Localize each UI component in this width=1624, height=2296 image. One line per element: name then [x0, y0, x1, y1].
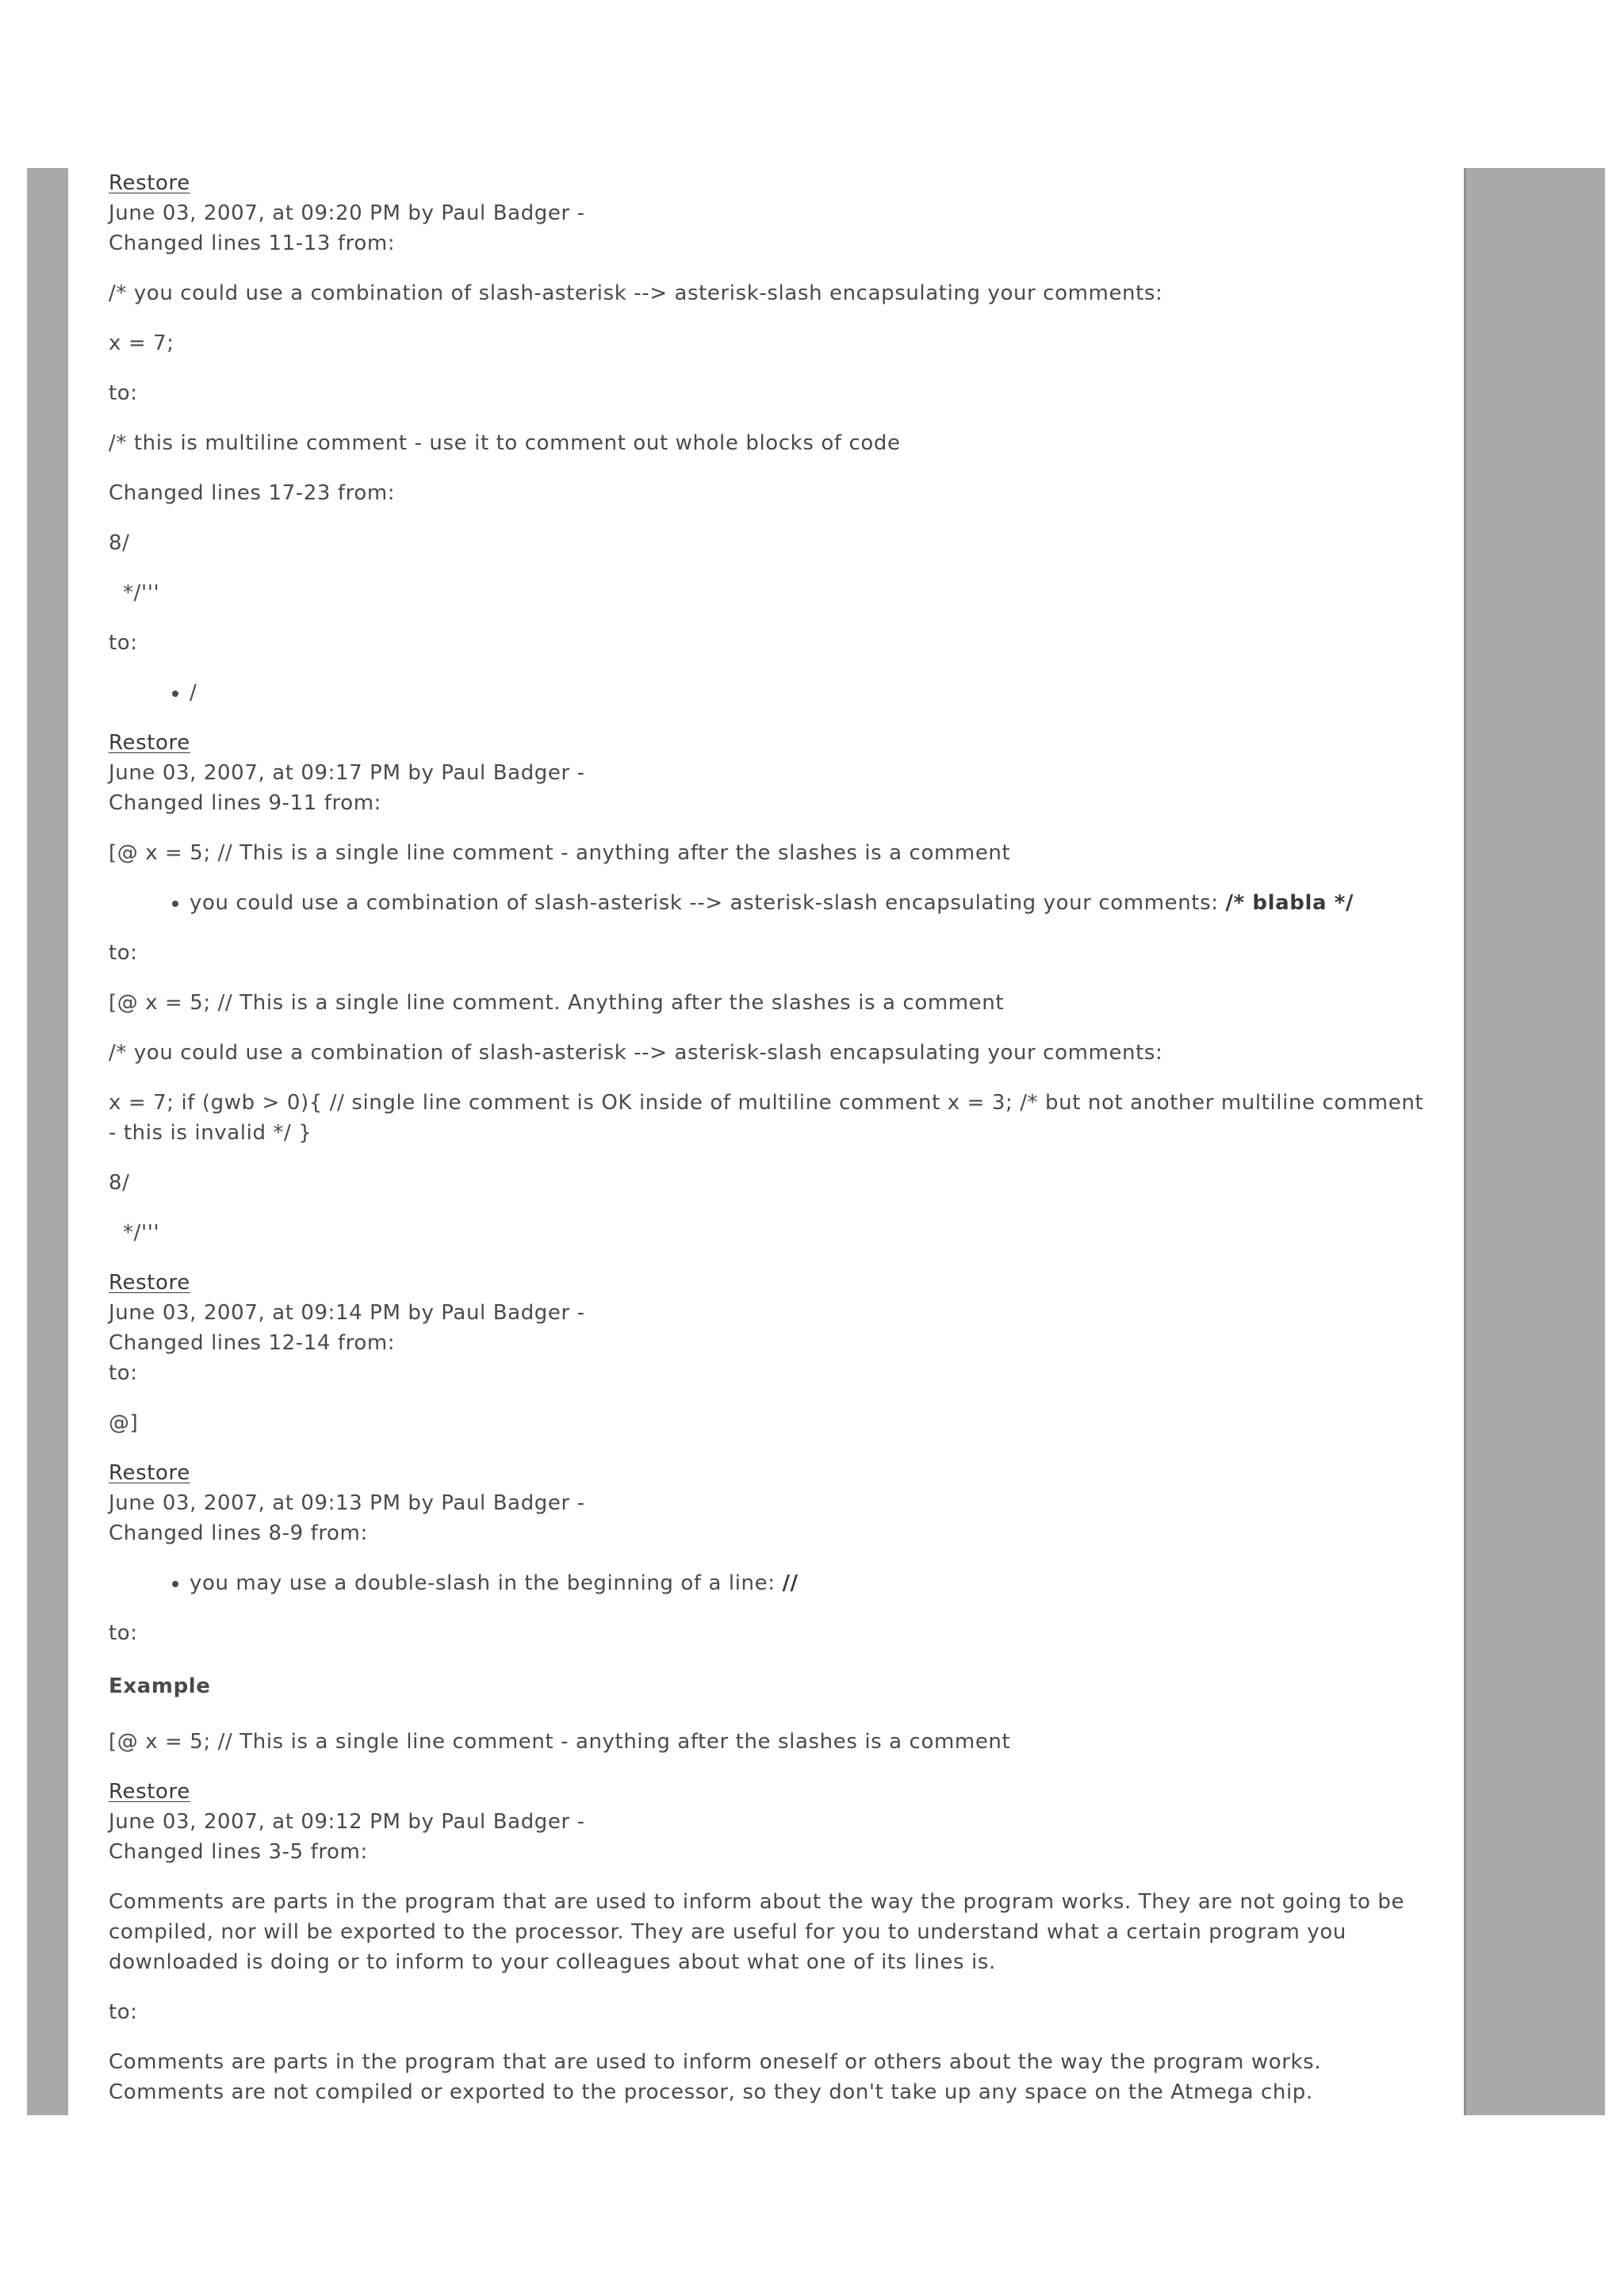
diff-line: [@ x = 5; // This is a single line comment. Anything after the slashes is a comment — [109, 991, 1005, 1015]
change-summary: Changed lines 12-14 from: — [109, 1331, 396, 1355]
diff-line: 8/ — [109, 531, 130, 555]
to-label: to: — [109, 1621, 138, 1645]
diff-line: x = 7; if (gwb > 0){ // single line comment is OK inside of multiline comment x = 3; /* but not another multiline comment - this is invalid */ } — [109, 1091, 1431, 1145]
change-summary: Changed lines 3-5 from: — [109, 1840, 368, 1864]
restore-link[interactable]: Restore — [109, 731, 190, 755]
to-label: to: — [109, 1361, 138, 1385]
change-summary: Changed lines 17-23 from: — [109, 481, 396, 505]
revision-meta: June 03, 2007, at 09:12 PM by Paul Badger - — [109, 1810, 585, 1834]
list-item — [190, 1568, 1425, 1598]
restore-link[interactable]: Restore — [109, 171, 190, 195]
diff-line: [@ x = 5; // This is a single line comment - anything after the slashes is a comment — [109, 1730, 1011, 1754]
restore-link[interactable]: Restore — [109, 1271, 190, 1295]
revision-meta: June 03, 2007, at 09:14 PM by Paul Badger - — [109, 1301, 585, 1325]
revision-entry — [109, 1268, 1425, 1438]
diff-paragraph: Comments are parts in the program that are used to inform oneself or others about the way the program works. Comments are not compiled or exported to the processor, so they don't take up any space on the Atmega chip. — [109, 2050, 1329, 2104]
revision-entry — [109, 1458, 1425, 1757]
diff-line: x = 7; — [109, 331, 174, 355]
revision-entry — [109, 1777, 1425, 2107]
list-item-text: you may use a double-slash in the beginning of a line: — [190, 1571, 783, 1595]
diff-line: 8/ — [109, 1171, 130, 1195]
diff-line: /* you could use a combination of slash-asterisk --> asterisk-slash encapsulating your comments: — [109, 1041, 1163, 1065]
to-label: to: — [109, 2000, 138, 2024]
revision-meta: June 03, 2007, at 09:13 PM by Paul Badger - — [109, 1491, 585, 1515]
left-sidebar-bar — [27, 168, 68, 2115]
diff-bullet-list — [109, 1568, 1425, 1598]
to-label: to: — [109, 381, 138, 405]
restore-link[interactable]: Restore — [109, 1780, 190, 1804]
diff-line: /* this is multiline comment - use it to comment out whole blocks of code — [109, 431, 901, 455]
change-summary: Changed lines 9-11 from: — [109, 791, 381, 815]
change-summary: Changed lines 8-9 from: — [109, 1521, 368, 1545]
list-item: • / — [190, 678, 1425, 708]
revision-meta: June 03, 2007, at 09:20 PM by Paul Badger - — [109, 201, 585, 225]
revision-entry — [109, 168, 1425, 708]
section-heading: Example — [109, 1674, 211, 1698]
diff-line: */''' — [123, 1221, 160, 1245]
change-summary: Changed lines 11-13 from: — [109, 232, 396, 255]
revision-entry — [109, 728, 1431, 1248]
list-item — [190, 888, 1425, 918]
revision-history — [109, 168, 1431, 2127]
diff-line: [@ x = 5; // This is a single line comment - anything after the slashes is a comment — [109, 841, 1011, 865]
list-item-code: // — [782, 1571, 799, 1595]
list-item-text: you could use a combination of slash-asterisk --> asterisk-slash encapsulating your comments: — [190, 891, 1226, 915]
right-sidebar-bar — [1464, 168, 1605, 2115]
diff-bullet-list — [109, 678, 1425, 708]
diff-line: @] — [109, 1411, 139, 1435]
diff-line: /* you could use a combination of slash-asterisk --> asterisk-slash encapsulating your comments: — [109, 281, 1163, 305]
to-label: to: — [109, 631, 138, 655]
restore-link[interactable]: Restore — [109, 1461, 190, 1485]
list-item-code: /* blabla */ — [1225, 891, 1354, 915]
revision-meta: June 03, 2007, at 09:17 PM by Paul Badger - — [109, 761, 585, 785]
diff-line: */''' — [123, 581, 160, 605]
diff-bullet-list — [109, 888, 1425, 918]
to-label: to: — [109, 941, 138, 965]
diff-paragraph: Comments are parts in the program that are used to inform about the way the program works. They are not going to be compiled, nor will be exported to the processor. They are useful for you to understand what a certain program you downloaded is doing or to inform to your colleagues about what one of its lines is. — [109, 1890, 1411, 1974]
